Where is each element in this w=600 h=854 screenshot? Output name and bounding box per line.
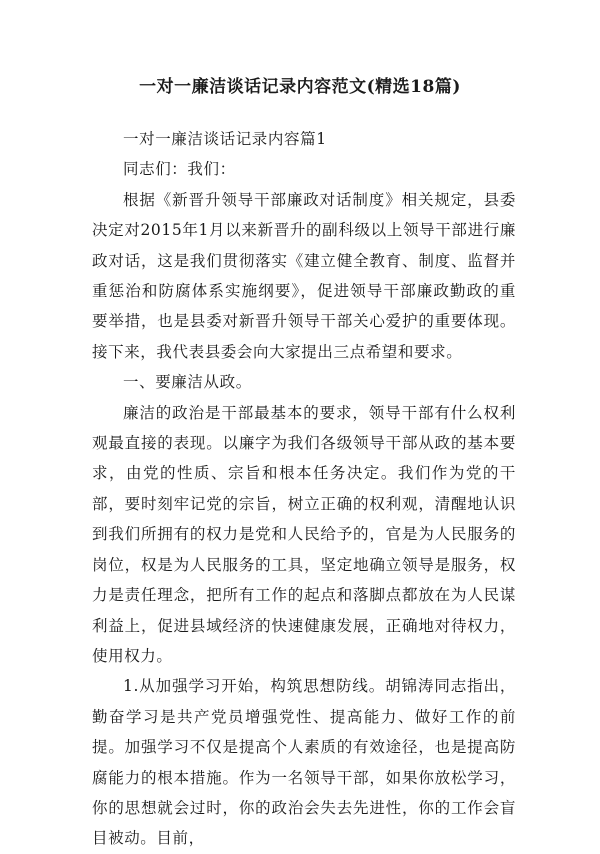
- paragraph-intro: 根据《新晋升领导干部廉政对话制度》相关规定，县委决定对2015年1月以来新晋升的副科级以上领导干部进行廉政对话，这是我们贯彻落实《建立健全教育、制度、监督并重惩治和防腐体系实施纲要》，促进领导干部廉政勤政的重要举措，也是县委对新晋升领导干部关心爱护的重要体现。接下来，我代表县委会向大家提出三点希望和要求。: [92, 190, 516, 361]
- document-title: 一对一廉洁谈话记录内容范文(精选18篇): [139, 77, 461, 97]
- paragraph-point-one-heading: 一、要廉洁从政。: [123, 373, 252, 392]
- section-heading: 一对一廉洁谈话记录内容篇1: [123, 130, 327, 148]
- document-body: [92, 124, 516, 854]
- salutation: 同志们：我们：: [123, 160, 236, 179]
- paragraph-integrity: 廉洁的政治是干部最基本的要求，领导干部有什么权利观最直接的表现。以廉字为我们各级领导干部从政的基本要求，由党的性质、宗旨和根本任务决定。我们作为党的干部，要时刻牢记党的宗旨，树立正确的权利观，清醒地认识到我们所拥有的权力是党和人民给予的，官是为人民服务的岗位，权是为人民服务的工具，坚定地确立领导是服务，权力是责任理念，把所有工作的起点和落脚点都放在为人民谋利益上，促进县域经济的快速健康发展，正确地对待权力，使用权力。: [92, 403, 516, 665]
- paragraph-study: 1.从加强学习开始，构筑思想防线。胡锦涛同志指出，勤奋学习是共产党员增强党性、提高能力、做好工作的前提。加强学习不仅是提高个人素质的有效途径，也是提高防腐能力的根本措施。作为一名领导干部，如果你放松学习，你的思想就会过时，你的政治会失去先进性，你的工作会盲目被动。目前，: [92, 677, 516, 848]
